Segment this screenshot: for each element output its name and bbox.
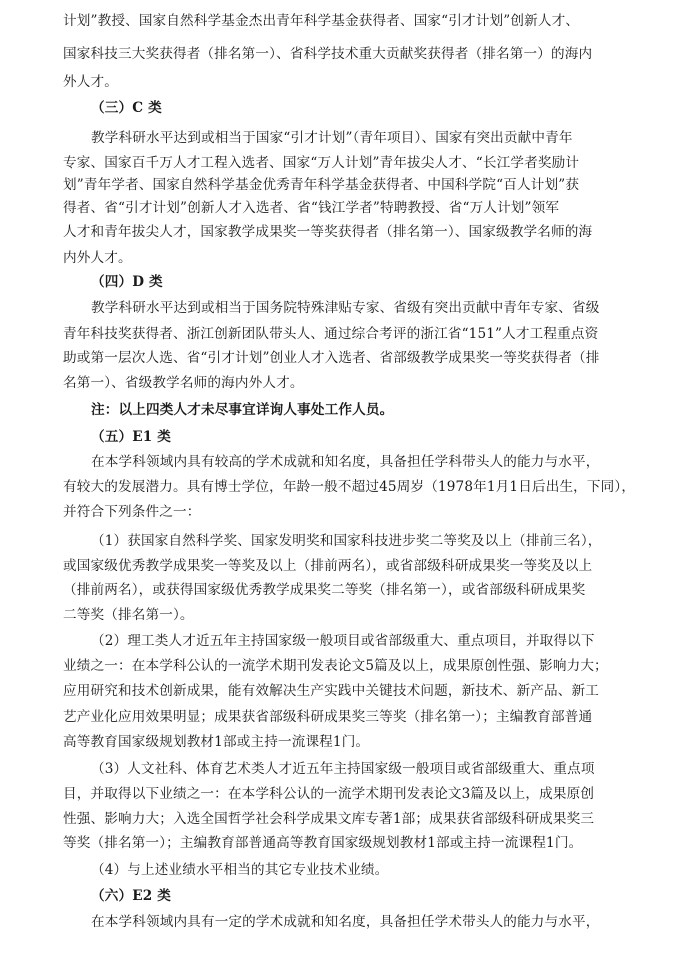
section-heading-e1: （五）E1 类: [91, 429, 171, 445]
text-line: 高等教育国家级规划教材1部或主持一流课程1门。: [63, 734, 370, 750]
text-line: 专家、国家百千万人才工程入选者、国家“万人计划”青年拔尖人才、“长江学者奖励计: [63, 155, 580, 171]
text-line: 教学科研水平达到或相当于国家“引才计划”（青年项目）、国家有突出贡献中青年: [91, 130, 573, 146]
text-line: 人才和青年拔尖人才，国家教学成果奖一等奖获得者（排名第一）、国家级教学名师的海: [63, 224, 593, 240]
text-line: 性强、影响力大；入选全国哲学社会科学成果文库专著1部；成果获省部级科研成果奖三: [63, 811, 595, 827]
text-line: 名第一）、省级教学名师的海内外人才。: [63, 375, 304, 391]
text-line: 助或第一层次人选、省“引才计划”创业人才入选者、省部级教学成果奖一等奖获得者（排: [63, 350, 600, 366]
text-line: 划”青年学者、国家自然科学基金优秀青年科学基金获得者、中国科学院“百人计划”获: [63, 177, 580, 193]
text-line: 在本学科领域内具有一定的学术成就和知名度，具备担任学术带头人的能力与水平，: [91, 914, 600, 930]
text-line: （排前两名），或获得国家级优秀教学成果奖二等奖（排名第一），或省部级科研成果奖: [63, 582, 586, 598]
text-line: （3）人文社科、体育艺术类人才近五年主持国家级一般项目或省部级重大、重点项: [91, 761, 595, 777]
text-line: （1）获国家自然科学奖、国家发明奖和国家科技进步奖二等奖及以上（排前三名），: [91, 533, 602, 549]
text-line: 在本学科领域内具有较高的学术成就和知名度，具备担任学科带头人的能力与水平，: [91, 454, 600, 470]
text-line: 有较大的发展潜力。具有博士学位，年龄一般不超过45周岁（1978年1月1日后出生，下同），: [63, 479, 636, 495]
section-heading-c: （三）C 类: [91, 100, 162, 116]
text-line: 教学科研水平达到或相当于国务院特殊津贴专家、省级有突出贡献中青年专家、省级: [91, 300, 600, 316]
text-line: 内外人才。: [63, 250, 132, 266]
text-line: 等奖（排名第一）；主编教育部普通高等教育国家级规划教材1部或主持一流课程1门。: [63, 835, 583, 851]
text-line: 二等奖（排名第一）。: [63, 607, 194, 623]
text-line: 应用研究和技术创新成果，能有效解决生产实践中关键技术问题，新技术、新产品、新工: [63, 683, 600, 699]
text-line: 目，并取得以下业绩之一：在本学科公认的一流学术期刊发表论文3篇及以上，成果原创: [63, 786, 595, 802]
text-line: 或国家级优秀教学成果奖一等奖及以上（排前两名），或省部级科研成果奖一等奖及以上: [63, 558, 593, 574]
text-line: 艺产业化应用效果明显；成果获省部级科研成果奖三等奖（排名第一）；主编教育部普通: [63, 709, 593, 725]
text-line: 得者、省“引才计划”创新人才入选者、省“钱江学者”特聘教授、省“万人计划”领军: [63, 200, 560, 216]
text-line: 国家科技三大奖获得者（排名第一）、省科学技术重大贡献奖获得者（排名第一）的海内: [63, 46, 593, 62]
text-line: 计划”教授、国家自然科学基金杰出青年科学基金获得者、国家“引才计划”创新人才、: [63, 13, 580, 29]
section-heading-d: （四）D 类: [91, 274, 163, 290]
note-line: 注：以上四类人才未尽事宜详询人事处工作人员。: [91, 402, 394, 418]
text-line: 业绩之一：在本学科公认的一流学术期刊发表论文5篇及以上，成果原创性强、影响力大；: [63, 658, 608, 674]
text-line: （2）理工类人才近五年主持国家级一般项目或省部级重大、重点项目，并取得以下: [91, 633, 595, 649]
text-line: 外人才。: [63, 74, 118, 90]
section-heading-e2: （六）E2 类: [91, 888, 171, 904]
text-line: （4）与上述业绩水平相当的其它专业技术业绩。: [91, 862, 389, 878]
text-line: 青年科技奖获得者、浙江创新团队带头人、通过综合考评的浙江省“151”人才工程重点资: [63, 326, 599, 342]
text-line: 并符合下列条件之一：: [63, 504, 201, 520]
